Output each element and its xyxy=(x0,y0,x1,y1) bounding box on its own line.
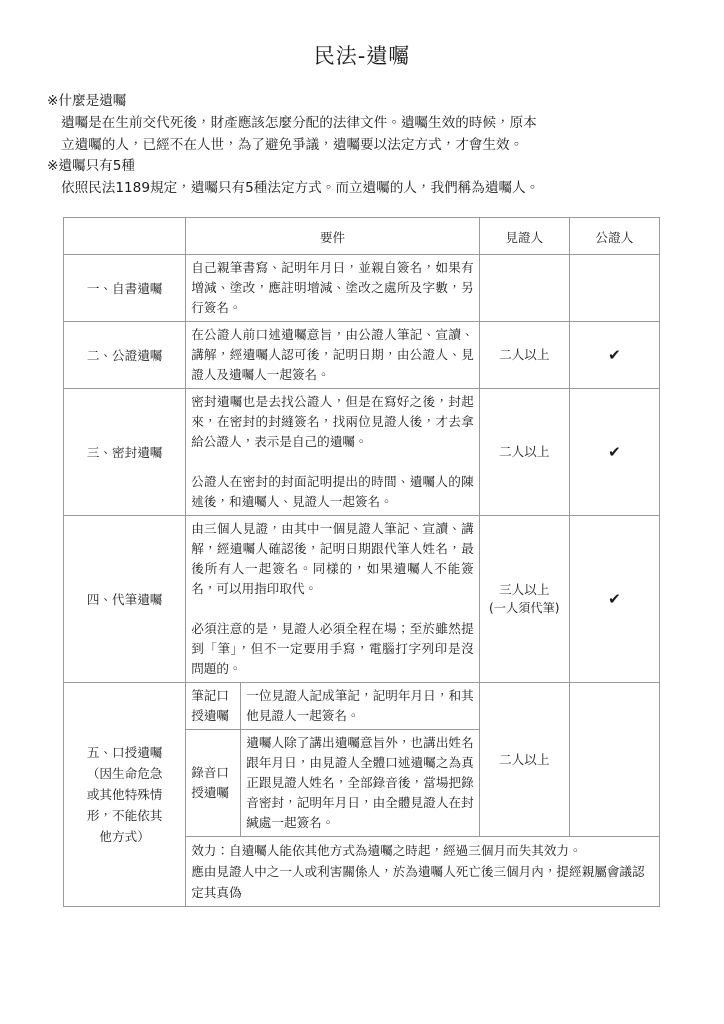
will-type-line: 他方式） xyxy=(99,829,150,845)
will-type-label: 一、自書遺囑 xyxy=(64,255,186,322)
method-label-line: 授遺囑 xyxy=(191,708,229,724)
oral-will-subtable-cell xyxy=(186,683,479,837)
requirement-paragraph: 由三個人見證，由其中一個見證人筆記、宣讀、講解，經遺囑人確認後，記明日期跟代筆人姓名，最後所有人一起簽名。同樣的，如果遺囑人不能簽名，可以用指印取代。 xyxy=(191,521,474,597)
requirement-paragraph: 必須注意的是，見證人必須全程在場；至於雖然提到「筆」，但不一定要用手寫，電腦打字列印是沒問題的。 xyxy=(191,621,474,677)
intro-block-types xyxy=(47,156,688,199)
witness-note: (一人須代筆) xyxy=(489,601,560,616)
witness-requirement: 二人以上 xyxy=(479,389,569,516)
requirement-paragraph: 在公證人前口述遺囑意旨，由公證人筆記、宣讀、講解，經遺囑人認可後，記明日期，由公證人、見證人及遺囑人一起簽名。 xyxy=(191,327,474,383)
will-types-table xyxy=(63,217,660,907)
table-header xyxy=(64,218,660,255)
subtable-row-written xyxy=(186,683,478,730)
method-label-line: 筆記口 xyxy=(191,688,229,704)
will-type-label: 三、密封遺囑 xyxy=(64,389,186,516)
page-title: 民法-遺囑 xyxy=(313,44,411,68)
column-header-notary: 公證人 xyxy=(569,218,659,255)
will-type-line: 五、口授遺囑 xyxy=(86,745,163,761)
table-body xyxy=(64,255,660,907)
intro-line: 依照民法1189規定，遺囑只有5種法定方式。而立遺囑的人，我們稱為遺囑人。 xyxy=(61,180,540,197)
intro-block-definition xyxy=(47,91,688,156)
notary-check-icon: ✔ xyxy=(569,389,659,516)
will-requirements xyxy=(186,516,479,683)
intro-line: 立遺囑的人，已經不在人世，為了避免爭議，遺囑要以法定方式，才會生效。 xyxy=(61,137,524,154)
method-label-line: 授遺囑 xyxy=(191,785,229,801)
will-type-line: 形，不能依其 xyxy=(86,808,163,824)
intro-heading-types: ※遺囑只有5種 xyxy=(47,158,136,175)
notary-check-icon: ✔ xyxy=(569,322,659,389)
requirement-paragraph: 自己親筆書寫、記明年月日，並親自簽名，如果有增減、塗改，應註明增減、塗改之處所及字數，另行簽名。 xyxy=(191,260,474,316)
effect-statement xyxy=(186,837,660,907)
intro-section xyxy=(0,91,724,199)
oral-will-method-label xyxy=(186,730,241,837)
requirement-paragraph: 密封遺囑也是去找公證人，但是在寫好之後，封起來，在密封的封縫簽名，找兩位見證人後，才去拿給公證人，表示是自己的遺囑。 xyxy=(191,394,474,450)
oral-will-method-requirements: 一位見證人記成筆記，記明年月日，和其他見證人一起簽名。 xyxy=(241,683,479,730)
will-type-label: 二、公證遺囑 xyxy=(64,322,186,389)
table-row xyxy=(64,683,660,837)
intro-line: 遺囑是在生前交代死後，財產應該怎麼分配的法律文件。遺囑生效的時候，原本 xyxy=(61,115,537,132)
oral-will-subtable xyxy=(186,683,478,836)
table-row xyxy=(64,255,660,322)
notary-requirement xyxy=(569,255,659,322)
witness-count: 三人以上 xyxy=(499,582,550,598)
table-header-row xyxy=(64,218,660,255)
will-type-label: 四、代筆遺囑 xyxy=(64,516,186,683)
will-type-line: （因生命危急 xyxy=(86,766,163,782)
table-row xyxy=(64,516,660,683)
table-row xyxy=(64,389,660,516)
will-type-label xyxy=(64,683,186,907)
intro-body-types xyxy=(47,177,688,199)
effect-line: 效力：自遺囑人能依其他方式為遺囑之時起，經過三個月而失其效力。 xyxy=(191,843,582,859)
notary-check-icon: ✔ xyxy=(569,516,659,683)
method-label-line: 錄音口 xyxy=(191,765,229,781)
table-row xyxy=(64,322,660,389)
will-requirements xyxy=(186,255,479,322)
requirement-paragraph: 公證人在密封的封面記明提出的時間、遺囑人的陳述後，和遺囑人、見證人一起簽名。 xyxy=(191,474,474,510)
oral-will-method-requirements: 遺囑人除了講出遺囑意旨外，也講出姓名跟年月日，由見證人全體口述遺囑之為真正跟見證人姓名，全部錄音後，當場把錄音密封，記明年月日，由全體見證人在封緘處一起簽名。 xyxy=(246,735,474,831)
will-requirements xyxy=(186,322,479,389)
witness-requirement xyxy=(479,516,569,683)
column-header-witness: 見證人 xyxy=(479,218,569,255)
oral-will-method-label xyxy=(186,683,241,730)
intro-body-definition xyxy=(47,112,688,156)
witness-requirement xyxy=(479,255,569,322)
will-types-table-wrapper xyxy=(0,217,724,907)
will-type-line: 或其他特殊情 xyxy=(86,787,163,803)
subtable-row-recorded xyxy=(186,730,478,837)
notary-requirement xyxy=(569,683,659,837)
will-requirements xyxy=(186,389,479,516)
column-header-type xyxy=(64,218,186,255)
witness-requirement: 二人以上 xyxy=(479,683,569,837)
witness-requirement: 二人以上 xyxy=(479,322,569,389)
effect-line: 應由見證人中之一人或利害關係人，於為遺囑人死亡後三個月內，提經親屬會議認定其真偽 xyxy=(191,864,645,901)
intro-heading-definition: ※什麼是遺囑 xyxy=(47,93,127,110)
column-header-requirements: 要件 xyxy=(186,218,479,255)
